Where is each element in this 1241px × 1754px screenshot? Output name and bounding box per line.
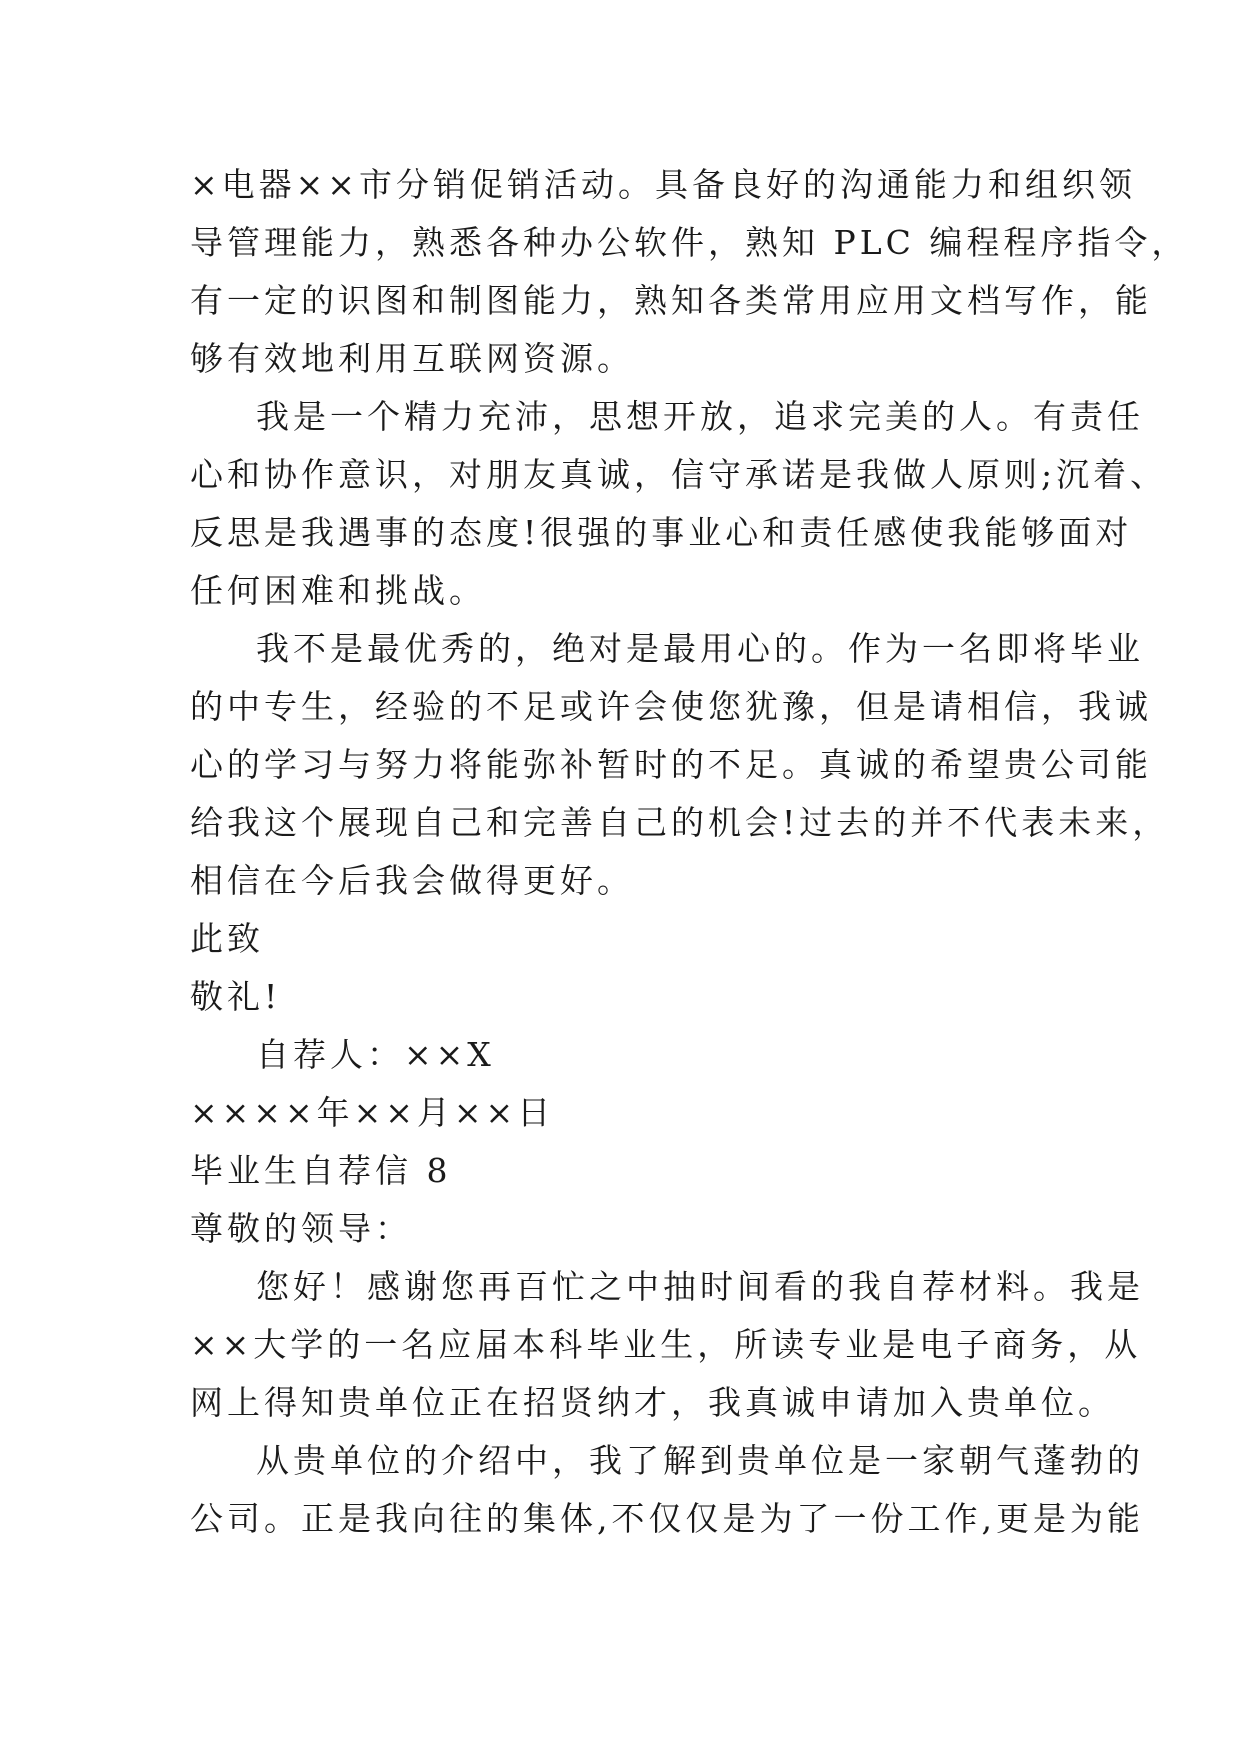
- paragraph-line: 给我这个展现自己和完善自己的机会!过去的并不代表未来，: [190, 803, 1170, 842]
- closing-line: 此致: [190, 919, 264, 958]
- paragraph-line: 相信在今后我会做得更好。: [190, 861, 634, 900]
- paragraph-line: 公司。正是我向往的集体,不仅仅是为了一份工作,更是为能: [190, 1499, 1144, 1538]
- paragraph-line: 从贵单位的介绍中，我了解到贵单位是一家朝气蓬勃的: [256, 1441, 1144, 1480]
- paragraph-line: ××大学的一名应届本科毕业生，所读专业是电子商务，从: [190, 1325, 1142, 1364]
- paragraph-line: 网上得知贵单位正在招贤纳才，我真诚申请加入贵单位。: [190, 1383, 1115, 1422]
- paragraph-line: 有一定的识图和制图能力，熟知各类常用应用文档写作，能: [190, 281, 1152, 320]
- paragraph-line: 的中专生，经验的不足或许会使您犹豫，但是请相信，我诚: [190, 687, 1152, 726]
- signature-line: 自荐人：××X: [256, 1035, 495, 1074]
- paragraph-line: 我不是最优秀的，绝对是最用心的。作为一名即将毕业: [256, 629, 1144, 668]
- date-line: ××××年××月××日: [190, 1093, 555, 1132]
- paragraph-line: 我是一个精力充沛，思想开放，追求完美的人。有责任: [256, 397, 1144, 436]
- paragraph-line: ×电器××市分销促销活动。具备良好的沟通能力和组织领: [190, 165, 1136, 204]
- paragraph-line: 心和协作意识，对朋友真诚，信守承诺是我做人原则;沉着、: [190, 455, 1168, 494]
- paragraph-line: 心的学习与努力将能弥补暂时的不足。真诚的希望贵公司能: [190, 745, 1152, 784]
- paragraph-line: 任何困难和挑战。: [190, 571, 486, 610]
- section-title: 毕业生自荐信 8: [190, 1151, 452, 1190]
- paragraph-line: 您好！感谢您再百忙之中抽时间看的我自荐材料。我是: [256, 1267, 1144, 1306]
- paragraph-line: 反思是我遇事的态度!很强的事业心和责任感使我能够面对: [190, 513, 1133, 552]
- salutation: 尊敬的领导：: [190, 1209, 412, 1248]
- paragraph-line: 导管理能力，熟悉各种办公软件，熟知 PLC 编程程序指令，: [190, 223, 1189, 262]
- closing-salutation: 敬礼!: [190, 977, 282, 1016]
- paragraph-line: 够有效地利用互联网资源。: [190, 339, 634, 378]
